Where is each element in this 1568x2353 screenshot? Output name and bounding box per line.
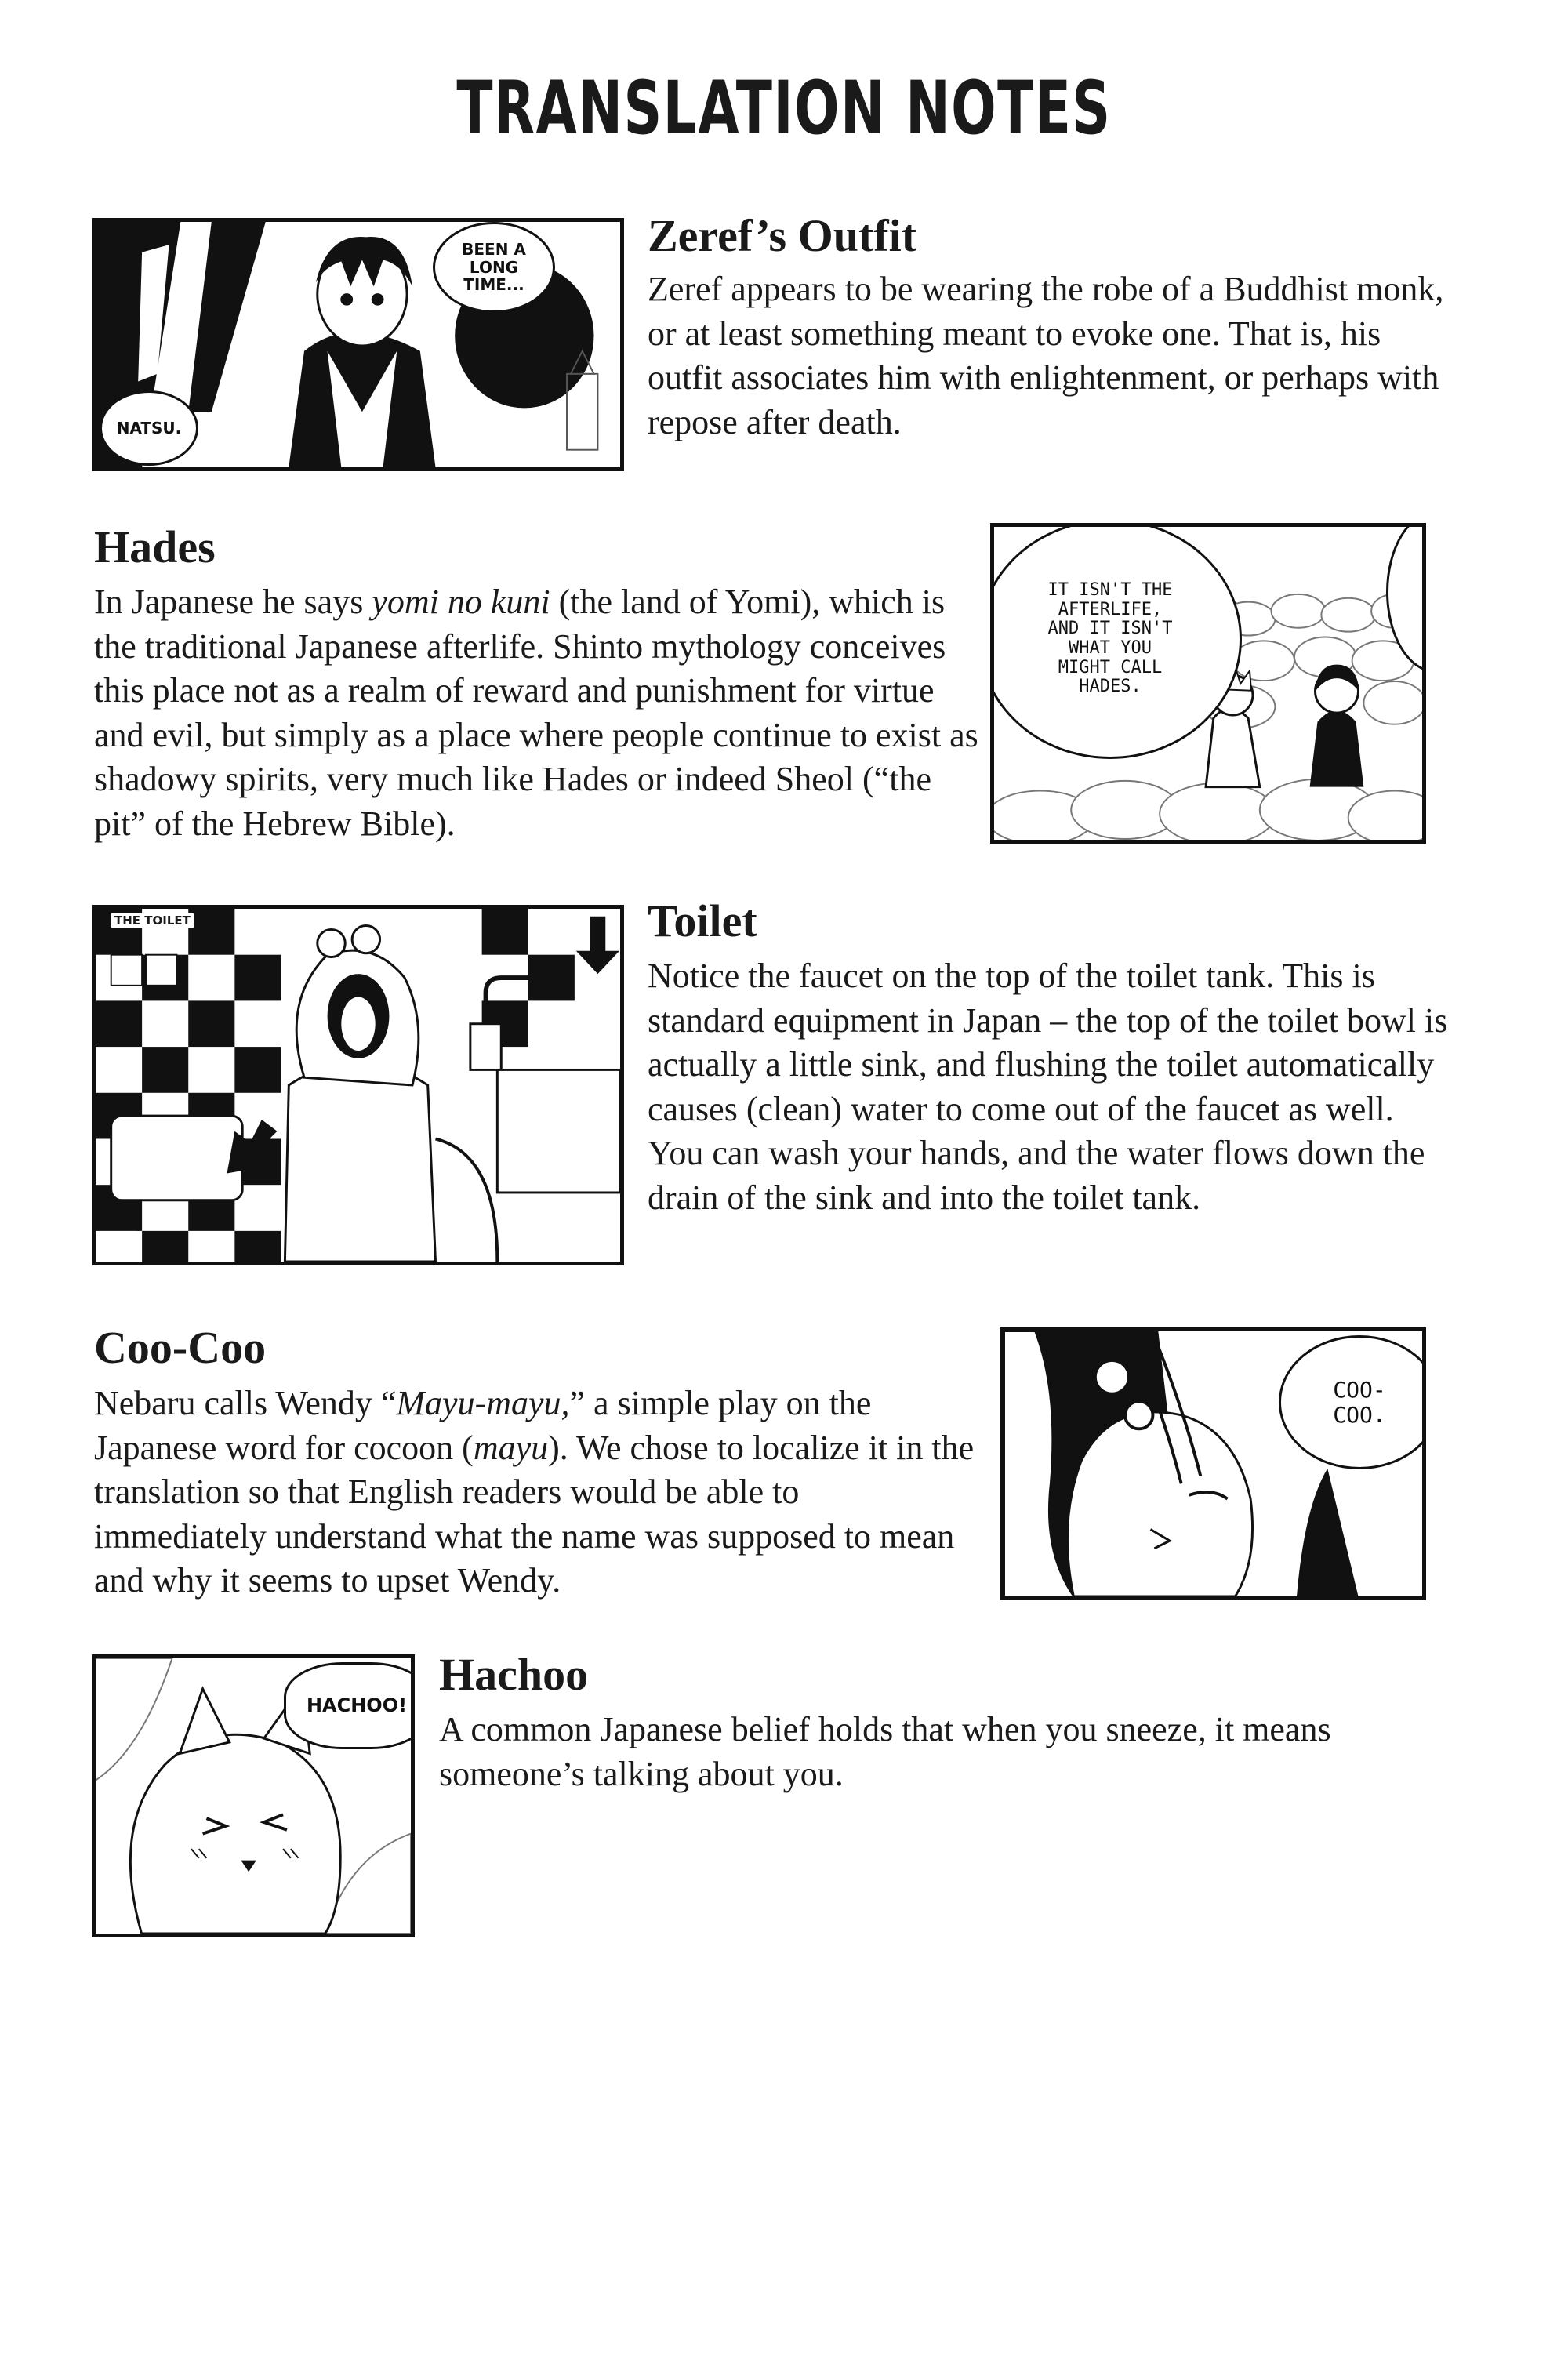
note-title-toilet: Toilet <box>648 895 757 946</box>
note-body-hades <box>94 580 984 846</box>
note-title-hachoo: Hachoo <box>439 1649 589 1700</box>
manga-panel-coo-coo <box>1000 1327 1426 1600</box>
body-text: (the land of Yomi), which is the traditional Japanese afterlife. Shinto mythology conceives this place not as a realm of reward and punishment for virtue and evil, but simply as a place where people continue to exist as shadowy spirits, very much like Hades or indeed Sheol (“the pit” of the Hebrew Bible). <box>94 583 978 843</box>
italic-term: mayu <box>473 1428 549 1467</box>
note-body-toilet: Notice the faucet on the top of the toilet tank. This is standard equipment in Japan – the top of the toilet bowl is actually a little sink, and flushing the toilet automatically causes (clean) water to come out of the faucet as well. You can wash your hands, and the water flows down the drain of the sink and into the toilet tank. <box>648 957 1448 1217</box>
speech-bubble-been-a-long-time: BEEN A LONG TIME... <box>433 222 555 313</box>
manga-panel-hachoo <box>92 1654 415 1937</box>
speech-bubble-coo-coo: COO- COO. <box>1279 1335 1426 1469</box>
panel-caption-the-toilet: THE TOILET <box>111 913 194 928</box>
body-text: In Japanese he says <box>94 583 372 621</box>
manga-panel-zeref <box>92 218 624 471</box>
speech-bubble-not-the-afterlife: IT ISN'T THE AFTERLIFE, AND IT ISN'T WHAT YOU MIGHT CALL HADES. <box>990 523 1242 759</box>
speech-bubble-hachoo: HACHOO! <box>284 1662 415 1749</box>
page-title: TRANSLATION NOTES <box>456 66 1112 151</box>
manga-panel-toilet <box>92 905 624 1265</box>
body-text: Nebaru calls Wendy “ <box>94 1384 397 1422</box>
note-title-zerefs-outfit: Zeref’s Outfit <box>648 210 917 261</box>
italic-term: Mayu-mayu, <box>396 1384 570 1422</box>
italic-term: yomi no kuni <box>372 583 550 621</box>
note-body-hachoo: A common Japanese belief holds that when you sneeze, it means someone’s talking about you. <box>439 1710 1331 1793</box>
body-text: ” a simple play on the Japanese word for cocoon ( <box>94 1384 872 1467</box>
note-body-zerefs-outfit: Zeref appears to be wearing the robe of a Buddhist monk, or at least something meant to evoke one. That is, his outfit associates him with enlightenment, or perhaps with repose after death. <box>648 270 1444 441</box>
speech-bubble-natsu: NATSU. <box>100 390 198 466</box>
note-body-coo-coo <box>94 1382 980 1603</box>
note-title-hades: Hades <box>94 521 216 572</box>
note-title-coo-coo: Coo-Coo <box>94 1322 267 1373</box>
body-text: ). We chose to localize it in the translation so that English readers would be able to immediately understand what the name was supposed to mean and why it seems to upset Wendy. <box>94 1428 975 1600</box>
manga-panel-afterlife <box>990 523 1426 844</box>
